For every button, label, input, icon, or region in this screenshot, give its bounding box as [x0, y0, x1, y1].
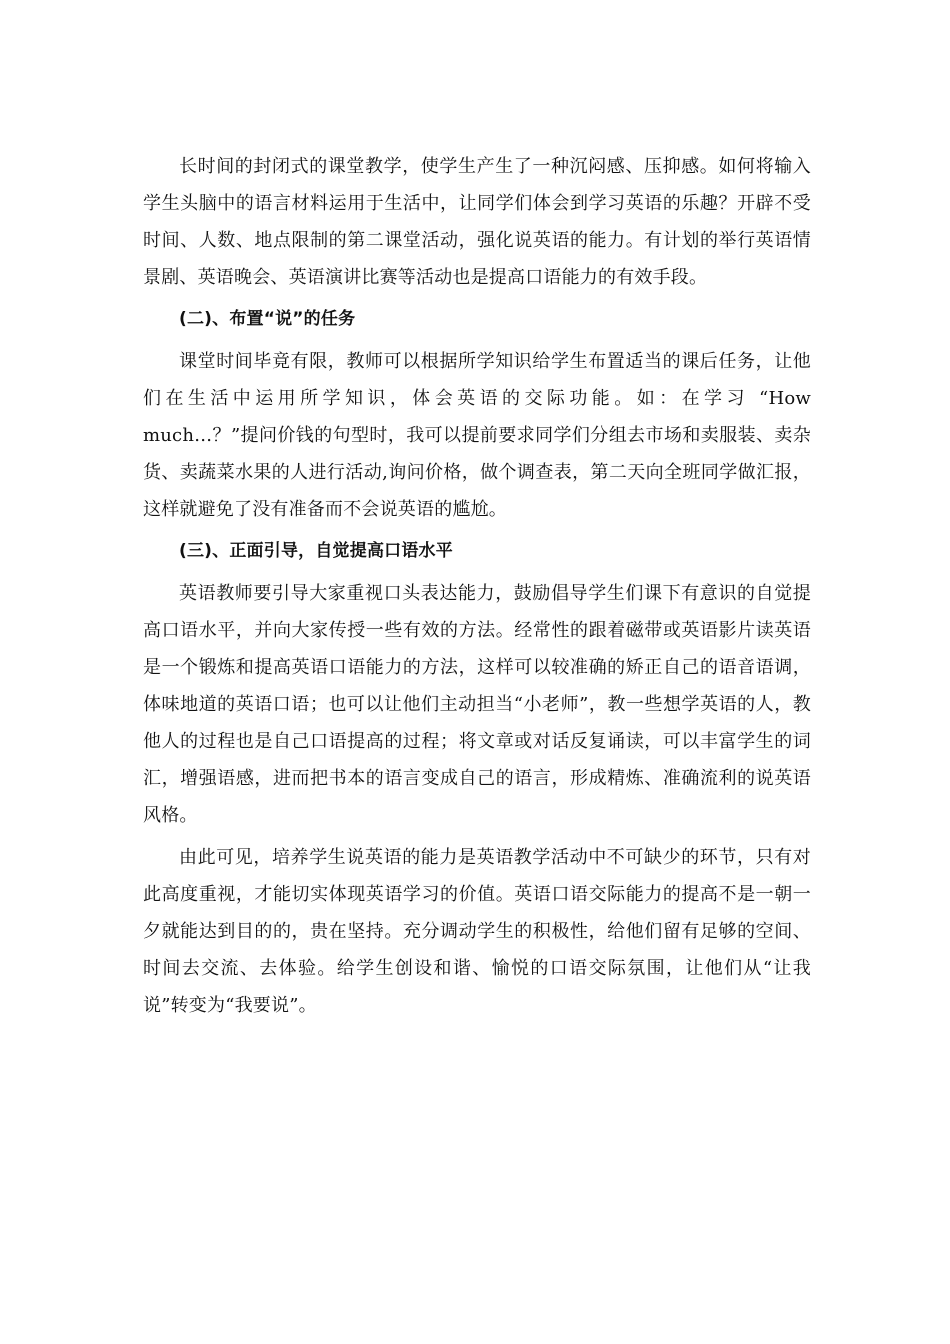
- paragraph-after-class-tasks: 课堂时间毕竟有限，教师可以根据所学知识给学生布置适当的课后任务，让他们在生活中运用所学知识，体会英语的交际功能。如：在学习 “How much…？”提问价钱的句型时，我可以提前要求同学们分组去市场和卖服装、卖杂货、卖蔬菜水果的人进行活动,询问价格，做个调查表，第二天向全班同学做汇报，这样就避免了没有准备而不会说英语的尴尬。: [143, 351, 811, 520]
- section-heading-positive-guidance: (三)、正面引导，自觉提高口语水平: [179, 541, 453, 561]
- paragraph-oral-methods: 英语教师要引导大家重视口头表达能力，鼓励倡导学生们课下有意识的自觉提高口语水平，并向大家传授一些有效的方法。经常性的跟着磁带或英语影片读英语是一个锻炼和提高英语口语能力的方法，这样可以较准确的矫正自己的语音语调，体味地道的英语口语；也可以让他们主动担当“小老师”，教一些想学英语的人，教他人的过程也是自己口语提高的过程；将文章或对话反复诵读，可以丰富学生的词汇，增强语感，进而把书本的语言变成自己的语言，形成精炼、准确流利的说英语风格。: [143, 583, 811, 826]
- section-heading-speaking-tasks: (二)、布置“说”的任务: [179, 309, 356, 329]
- paragraph-conclusion: 由此可见，培养学生说英语的能力是英语教学活动中不可缺少的环节，只有对此高度重视，才能切实体现英语学习的价值。英语口语交际能力的提高不是一朝一夕就能达到目的的，贵在坚持。充分调动学生的积极性，给他们留有足够的空间、时间去交流、去体验。给学生创设和谐、愉悦的口语交际氛围，让他们从“让我说”转变为“我要说”。: [143, 847, 811, 1016]
- paragraph-second-classroom: 长时间的封闭式的课堂教学，使学生产生了一种沉闷感、压抑感。如何将输入学生头脑中的语言材料运用于生活中，让同学们体会到学习英语的乐趣？开辟不受时间、人数、地点限制的第二课堂活动，强化说英语的能力。有计划的举行英语情景剧、英语晚会、英语演讲比赛等活动也是提高口语能力的有效手段。: [143, 156, 811, 288]
- document-page: [143, 148, 811, 1029]
